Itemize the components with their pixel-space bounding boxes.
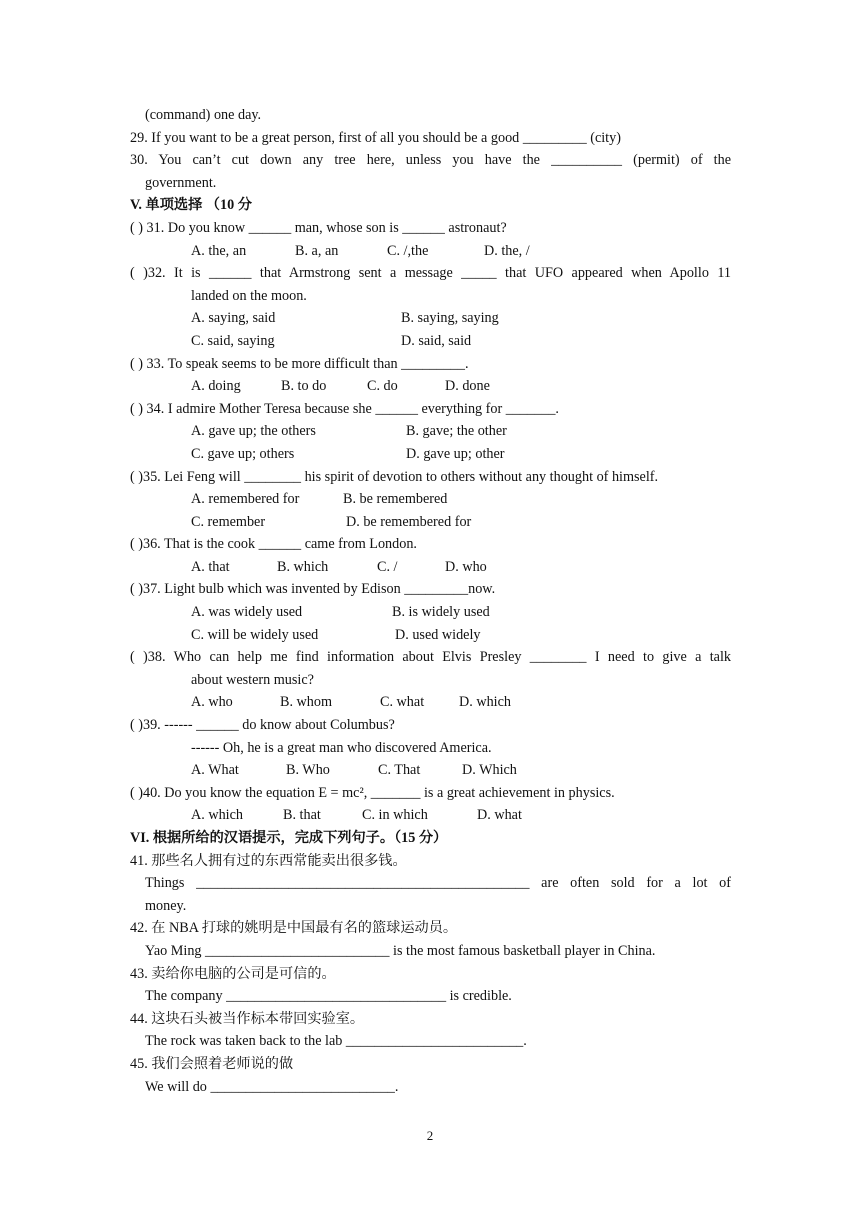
option-d: D. the, / — [484, 242, 530, 259]
option-d: D. which — [459, 694, 512, 711]
option-a: A. saying, said — [191, 310, 276, 327]
option-c: C. what — [380, 694, 425, 711]
section-v-title: V. 单项选择 （10 分 — [130, 197, 252, 214]
section-vi-title: VI. 根据所给的汉语提示，完成下列句子。（15 分） — [130, 830, 448, 846]
question-31: ( ) 31. Do you know ______ man, whose son is ______ astronaut? — [130, 219, 507, 236]
options-37b — [130, 624, 731, 647]
options-33 — [130, 375, 731, 398]
question-39: ( )39. ------ ______ do know about Columbus? — [130, 717, 395, 734]
prompt-45-cn: 45. 我们会照着老师说的做 — [130, 1055, 294, 1072]
options-36 — [130, 556, 731, 579]
option-b: B. is widely used — [392, 604, 490, 621]
prompt-43-cn: 43. 卖给你电脑的公司是可信的。 — [130, 965, 336, 982]
option-d: D. done — [445, 378, 490, 395]
prompt-41-en-cont: money. — [145, 897, 187, 914]
option-a: A. What — [191, 762, 239, 779]
option-d: D. Which — [462, 762, 517, 779]
options-31 — [130, 240, 731, 263]
options-34a — [130, 420, 731, 443]
question-32: ( )32. It is ______ that Armstrong sent a message _____ that UFO appeared when Apollo 11 — [130, 265, 731, 282]
option-a: A. which — [191, 807, 244, 824]
option-a: A. that — [191, 558, 230, 575]
option-c: C. / — [377, 558, 398, 575]
options-34b — [130, 443, 731, 466]
question-34: ( ) 34. I admire Mother Teresa because she ______ everything for _______. — [130, 400, 559, 417]
option-b: B. saying, saying — [401, 310, 499, 327]
question-39-answer: ------ Oh, he is a great man who discovered America. — [191, 739, 492, 756]
option-a: A. was widely used — [191, 604, 303, 621]
option-a: A. who — [191, 694, 233, 711]
option-c: C. do — [367, 378, 398, 395]
question-35: ( )35. Lei Feng will ________ his spirit of devotion to others without any thought of himself. — [130, 468, 659, 485]
option-a: A. the, an — [191, 242, 247, 259]
option-d: D. gave up; other — [406, 445, 505, 462]
options-35b — [130, 511, 731, 534]
prompt-43-en: The company _______________________________ is credible. — [145, 988, 512, 1005]
question-33: ( ) 33. To speak seems to be more difficult than _________. — [130, 355, 469, 372]
option-c: C. said, saying — [191, 332, 275, 349]
options-35a — [130, 488, 731, 511]
option-b: B. whom — [280, 694, 333, 711]
prompt-44-cn: 44. 这块石头被当作标本带回实验室。 — [130, 1010, 365, 1027]
prompt-42-en: Yao Ming __________________________ is the most famous basketball player in China. — [145, 942, 656, 959]
worksheet-page — [130, 104, 731, 1098]
options-39 — [130, 759, 731, 782]
option-b: B. which — [277, 558, 329, 575]
option-b: B. Who — [286, 762, 330, 779]
prompt-41-cn: 41. 那些名人拥有过的东西常能卖出很多钱。 — [130, 852, 407, 869]
option-c: C. /,the — [387, 242, 429, 259]
option-d: D. be remembered for — [346, 513, 472, 530]
option-b: B. a, an — [295, 242, 339, 259]
question-38-cont: about western music? — [191, 671, 314, 688]
option-b: B. gave; the other — [406, 423, 507, 440]
text-line: government. — [145, 174, 217, 191]
options-32b — [130, 330, 731, 353]
option-d: D. used widely — [395, 626, 481, 643]
prompt-45-en: We will do __________________________. — [145, 1078, 399, 1095]
question-38: ( )38. Who can help me find information about Elvis Presley ________ I need to give a talk — [130, 649, 731, 666]
options-37a — [130, 601, 731, 624]
option-b: B. to do — [281, 378, 327, 395]
option-d: D. what — [477, 807, 522, 824]
text-line: (command) one day. — [145, 107, 262, 123]
question-37: ( )37. Light bulb which was invented by Edison _________now. — [130, 581, 496, 598]
question-30: 30. You can’t cut down any tree here, unless you have the __________ (permit) of the — [130, 152, 731, 169]
option-d: D. said, said — [401, 332, 472, 349]
option-d: D. who — [445, 558, 487, 575]
question-36: ( )36. That is the cook ______ came from London. — [130, 536, 417, 553]
option-c: C. gave up; others — [191, 445, 295, 462]
options-40 — [130, 804, 731, 827]
prompt-41-en: Things _______________________________________________ are often sold for a lot of — [145, 875, 731, 892]
question-29: 29. If you want to be a great person, first of all you should be a good _________ (city) — [130, 129, 621, 146]
options-38 — [130, 691, 731, 714]
option-c: C. That — [378, 762, 421, 779]
options-32a — [130, 307, 731, 330]
option-b: B. be remembered — [343, 491, 448, 508]
option-c: C. in which — [362, 807, 428, 824]
prompt-44-en: The rock was taken back to the lab _________________________. — [145, 1033, 527, 1050]
option-a: A. gave up; the others — [191, 423, 316, 440]
option-c: C. remember — [191, 513, 266, 530]
question-40: ( )40. Do you know the equation E = mc², _______ is a great achievement in physics. — [130, 784, 615, 801]
prompt-42-cn: 42. 在 NBA 打球的姚明是中国最有名的篮球运动员。 — [130, 920, 458, 937]
option-a: A. remembered for — [191, 491, 300, 508]
page-number: 2 — [426, 1128, 434, 1143]
option-a: A. doing — [191, 378, 241, 395]
option-c: C. will be widely used — [191, 626, 319, 643]
question-32-cont: landed on the moon. — [191, 287, 307, 304]
option-b: B. that — [283, 807, 321, 824]
